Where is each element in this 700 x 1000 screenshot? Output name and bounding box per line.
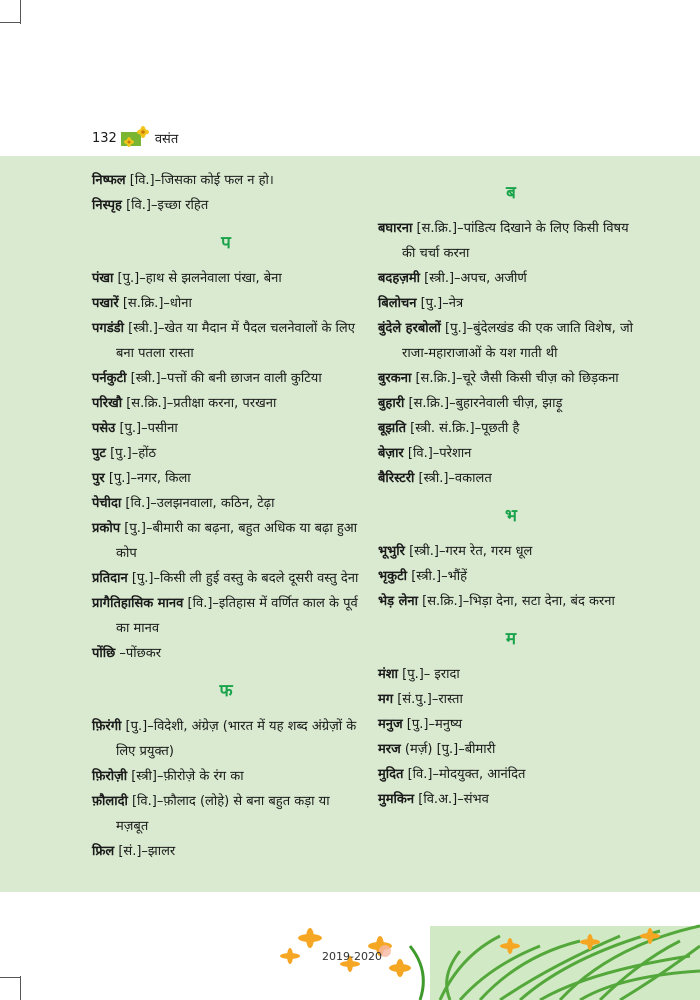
entry-word: पंखा <box>92 271 114 286</box>
glossary-entry <box>378 787 644 812</box>
entry-word: भृकुटी <box>378 569 408 584</box>
entry-word: पुर <box>92 471 105 486</box>
entry-word: पखारें <box>92 296 119 311</box>
entry-word: फ़िरोज़ी <box>92 769 128 784</box>
glossary-entry <box>378 564 644 589</box>
glossary-entry <box>92 516 360 566</box>
flower-icon <box>119 126 153 150</box>
glossary-entry <box>92 291 360 316</box>
entry-word: मुमकिन <box>378 792 415 807</box>
entry-definition: [स.क्रि.]–प्रतीक्षा करना, परखना <box>126 396 277 411</box>
entry-word: परिखौ <box>92 396 123 411</box>
glossary-entry <box>92 193 360 218</box>
footer-year: 2019-2020 <box>322 950 382 963</box>
entry-word: बघारना <box>378 221 413 236</box>
entry-definition: [वि.]–फ़ौलाद (लोहे) से बना बहुत कड़ा या मज़बूत <box>116 794 330 834</box>
entry-definition: [स.क्रि.]–धोना <box>122 296 192 311</box>
entry-word: पसेउ <box>92 421 116 436</box>
entry-definition: [पु.]–बीमारी का बढ़ना, बहुत अधिक या बढ़ा हुआ कोप <box>116 521 358 561</box>
entry-definition: [वि.]–इच्छा रहित <box>126 198 209 213</box>
glossary-entry <box>378 216 644 266</box>
entry-definition: [सं.पु.]–रास्ता <box>397 692 463 707</box>
glossary-entry <box>378 737 644 762</box>
glossary-entry <box>92 316 360 366</box>
glossary-entry <box>92 839 360 864</box>
glossary-entry <box>92 266 360 291</box>
glossary-entry <box>92 591 360 641</box>
crop-mark <box>20 0 21 24</box>
entry-definition: (मर्ज़) [पु.]–बीमारी <box>404 742 496 757</box>
entry-word: पोंछि <box>92 646 116 661</box>
entry-word: फ्रिल <box>92 844 115 859</box>
entry-definition: [स्त्री.]–खेत या मैदान में पैदल चलनेवालों के लिए बना पतला रास्ता <box>116 321 355 361</box>
crop-mark <box>20 976 21 1000</box>
glossary-column-right <box>378 168 644 812</box>
glossary-entry <box>378 266 644 291</box>
entry-word: प्रकोप <box>92 521 121 536</box>
entry-word: पगडंडी <box>92 321 124 336</box>
entry-definition: [स्त्री.]–अपच, अजीर्ण <box>424 271 527 286</box>
entry-definition: –पोंछकर <box>119 646 162 661</box>
glossary-entry <box>92 391 360 416</box>
glossary-entry <box>378 466 644 491</box>
entry-word: भूभुरि <box>378 544 405 559</box>
entry-word: मग <box>378 692 394 707</box>
glossary-entry <box>378 391 644 416</box>
entry-definition: [स्त्री.]–वकालत <box>418 471 492 486</box>
crop-mark <box>0 22 20 23</box>
glossary-entry <box>92 416 360 441</box>
entry-definition: [पु.]– इरादा <box>402 667 460 682</box>
entry-word: प्रागैतिहासिक मानव <box>92 596 184 611</box>
section-letter: प <box>221 233 231 253</box>
glossary-entry <box>92 366 360 391</box>
glossary-entry <box>378 539 644 564</box>
entry-word: पेचीदा <box>92 496 122 511</box>
glossary-entry <box>378 662 644 687</box>
entry-word: बदहज़मी <box>378 271 421 286</box>
entry-definition: [पु.]–किसी ली हुई वस्तु के बदले दूसरी वस्तु देना <box>131 571 359 586</box>
glossary-entry <box>378 762 644 787</box>
entry-word: बैरिस्टरी <box>378 471 415 486</box>
page-number: 132 <box>92 130 117 146</box>
page-header <box>92 126 178 150</box>
entry-word: मुदित <box>378 767 404 782</box>
glossary-entry <box>92 641 360 666</box>
glossary-entry <box>92 168 360 193</box>
entry-definition: [पु.]–हाथ से झलनेवाला पंखा, बेना <box>117 271 282 286</box>
section-letter: म <box>505 629 517 649</box>
entry-definition: [वि.]–परेशान <box>407 446 472 461</box>
entry-definition: [सं.]–झालर <box>118 844 176 859</box>
glossary-entry <box>378 416 644 441</box>
entry-word: भेड़ लेना <box>378 594 419 609</box>
entry-word: बूझति <box>378 421 407 436</box>
glossary-entry <box>92 789 360 839</box>
entry-definition: [स्त्री.]–गरम रेत, गरम धूल <box>409 544 533 559</box>
entry-word: मरज <box>378 742 401 757</box>
entry-definition: [स्त्री.]–पत्तों की बनी छाजन वाली कुटिया <box>130 371 322 386</box>
entry-definition: [स.क्रि.]–चूरे जैसी किसी चीज़ को छिड़कना <box>415 371 619 386</box>
entry-definition: [वि.]–इतिहास में वर्णित काल के पूर्व का मानव <box>116 596 358 636</box>
glossary-column-left <box>92 168 360 864</box>
glossary-entry <box>378 366 644 391</box>
crop-mark <box>0 977 20 978</box>
entry-definition: [पु.]–बुंदेलखंड की एक जाति विशेष, जो राजा-महाराजाओं के यश गाती थी <box>402 321 633 361</box>
entry-definition: [स्त्री]–फ़ीरोज़े के रंग का <box>131 769 244 784</box>
entry-definition: [पु.]–नेत्र <box>420 296 464 311</box>
entry-definition: [वि.]–मोदयुक्त, आनंदित <box>407 767 526 782</box>
entry-definition: [स.क्रि.]–बुहारनेवाली चीज़, झाड़ू <box>408 396 563 411</box>
entry-definition: [पु.]–विदेशी, अंग्रेज़ (भारत में यह शब्द अंग्रेज़ों के लिए प्रयुक्त) <box>116 719 357 759</box>
entry-word: निस्पृह <box>92 198 122 213</box>
glossary-entry <box>92 466 360 491</box>
entry-definition: [स.क्रि.]–भिड़ा देना, सटा देना, बंद करना <box>422 594 615 609</box>
entry-definition: [पु.]–मनुष्य <box>406 717 463 732</box>
glossary-entry <box>92 491 360 516</box>
entry-word: पुट <box>92 446 106 461</box>
glossary-entry <box>378 589 644 614</box>
glossary-entry <box>92 441 360 466</box>
entry-word: मंशा <box>378 667 398 682</box>
entry-word: प्रतिदान <box>92 571 128 586</box>
entry-word: बुरकना <box>378 371 412 386</box>
section-letter: फ <box>219 681 233 701</box>
entry-word: बुंदेले हरबोलों <box>378 321 441 336</box>
entry-word: फ़ौलादी <box>92 794 128 809</box>
glossary-entry <box>378 687 644 712</box>
glossary-entry <box>92 764 360 789</box>
entry-word: निष्फल <box>92 173 126 188</box>
entry-word: पर्नकुटी <box>92 371 127 386</box>
entry-definition: [वि.अ.]–संभव <box>418 792 489 807</box>
glossary-entry <box>378 441 644 466</box>
entry-definition: [पु.]–नगर, किला <box>108 471 191 486</box>
entry-word: मनुज <box>378 717 403 732</box>
entry-definition: [पु.]–होंठ <box>110 446 157 461</box>
glossary-entry <box>92 566 360 591</box>
entry-definition: [पु.]–पसीना <box>119 421 178 436</box>
entry-word: फ़िरंगी <box>92 719 122 734</box>
entry-definition: [वि.]–उलझनवाला, कठिन, टेढ़ा <box>125 496 275 511</box>
glossary-entry <box>378 291 644 316</box>
glossary-entry <box>378 316 644 366</box>
entry-definition: [स्त्री. सं.क्रि.]–पूछती है <box>410 421 520 436</box>
entry-definition: [स.क्रि.]–पांडित्य दिखाने के लिए किसी विषय की चर्चा करना <box>402 221 629 261</box>
entry-definition: [स्त्री.]–भौंहें <box>411 569 467 584</box>
section-letter: ब <box>506 183 516 203</box>
glossary-entry <box>92 714 360 764</box>
book-title: वसंत <box>154 132 179 147</box>
entry-word: बिलोचन <box>378 296 417 311</box>
entry-word: बेज़ार <box>378 446 404 461</box>
glossary-entry <box>378 712 644 737</box>
section-letter: भ <box>505 506 517 526</box>
entry-word: बुहारी <box>378 396 405 411</box>
entry-definition: [वि.]–जिसका कोई फल न हो। <box>129 173 274 188</box>
